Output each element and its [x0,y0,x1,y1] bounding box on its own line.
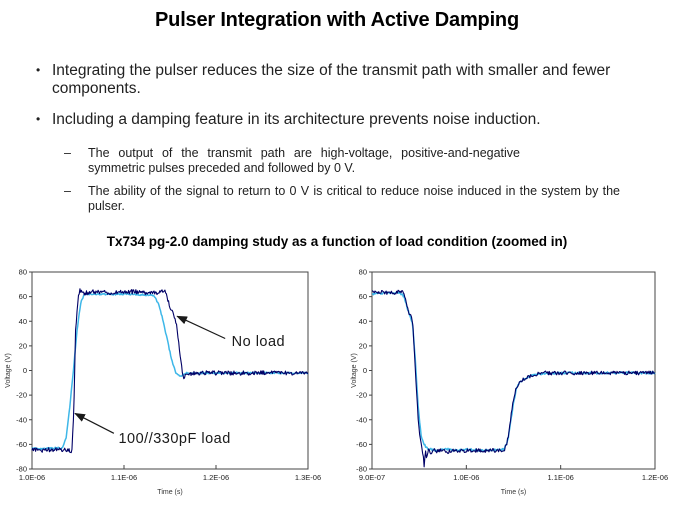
sub-bullet-text: The output of the transmit path are high-voltage, positive-and-negative symmetric pulses preceded and followed by 0 V. [88,146,520,175]
y-tick-label: 60 [358,292,367,302]
bullet-item [36,62,644,97]
bullet-icon: • [36,112,41,126]
annotation-label: 100//330pF load [118,431,231,448]
bullet-icon: • [36,63,41,77]
dash-icon: – [64,146,71,160]
y-tick-label: -40 [356,415,367,425]
y-tick-label: -80 [356,464,367,474]
y-tick-label: 80 [18,267,27,277]
x-axis-label: Time (s) [500,489,527,496]
y-tick-label: 20 [358,341,367,351]
bullet-item [36,111,672,129]
sub-bullet-item [64,146,520,176]
sub-bullet-item [64,184,620,214]
x-tick-label: 1.0E-06 [18,473,46,482]
x-tick-label: 1.1E-06 [110,473,138,482]
sub-bullet-text: The ability of the signal to return to 0 V is critical to reduce noise induced in the system by the pulser. [88,184,620,213]
annotation-arrow [177,316,225,338]
x-tick-label: 1.2E-06 [641,473,669,482]
y-tick-label: 20 [18,341,27,351]
y-tick-label: 60 [18,292,27,302]
y-tick-label: 0 [22,366,27,375]
y-tick-label: -20 [356,390,367,400]
x-tick-label: 1.0E-06 [453,473,480,482]
y-tick-label: 40 [358,316,367,326]
x-tick-label: 1.3E-06 [294,473,322,482]
chart-heading: Tx734 pg-2.0 damping study as a function of load condition (zoomed in) [106,234,568,249]
y-tick-label: 0 [362,366,367,375]
y-tick-label: -60 [356,439,367,449]
plot-frame [372,272,655,469]
y-axis-label: Voltage (V) [351,353,358,388]
y-tick-label: 40 [18,316,27,326]
y-tick-label: -60 [16,439,27,449]
y-tick-label: -80 [16,464,27,474]
dash-icon: – [64,184,71,198]
y-tick-label: -20 [16,390,27,400]
waveform-chart-right [348,262,674,504]
x-axis-label: Time (s) [157,489,183,496]
bullet-text: Including a damping feature in its architecture prevents noise induction. [52,111,541,128]
x-tick-label: 1.1E-06 [547,473,574,482]
page-title: Pulser Integration with Active Damping [155,9,519,31]
x-tick-label: 1.2E-06 [202,473,230,482]
annotation-arrow [75,414,114,434]
y-tick-label: -40 [16,415,27,425]
series-no-load [372,290,655,467]
annotation-label: No load [231,333,286,350]
y-tick-label: 80 [358,267,367,277]
bullet-text: Integrating the pulser reduces the size of the transmit path with smaller and fewer components. [52,62,611,97]
x-tick-label: 9.0E-07 [358,473,386,482]
y-axis-label: Voltage (V) [5,353,12,388]
waveform-chart-left [2,262,346,504]
